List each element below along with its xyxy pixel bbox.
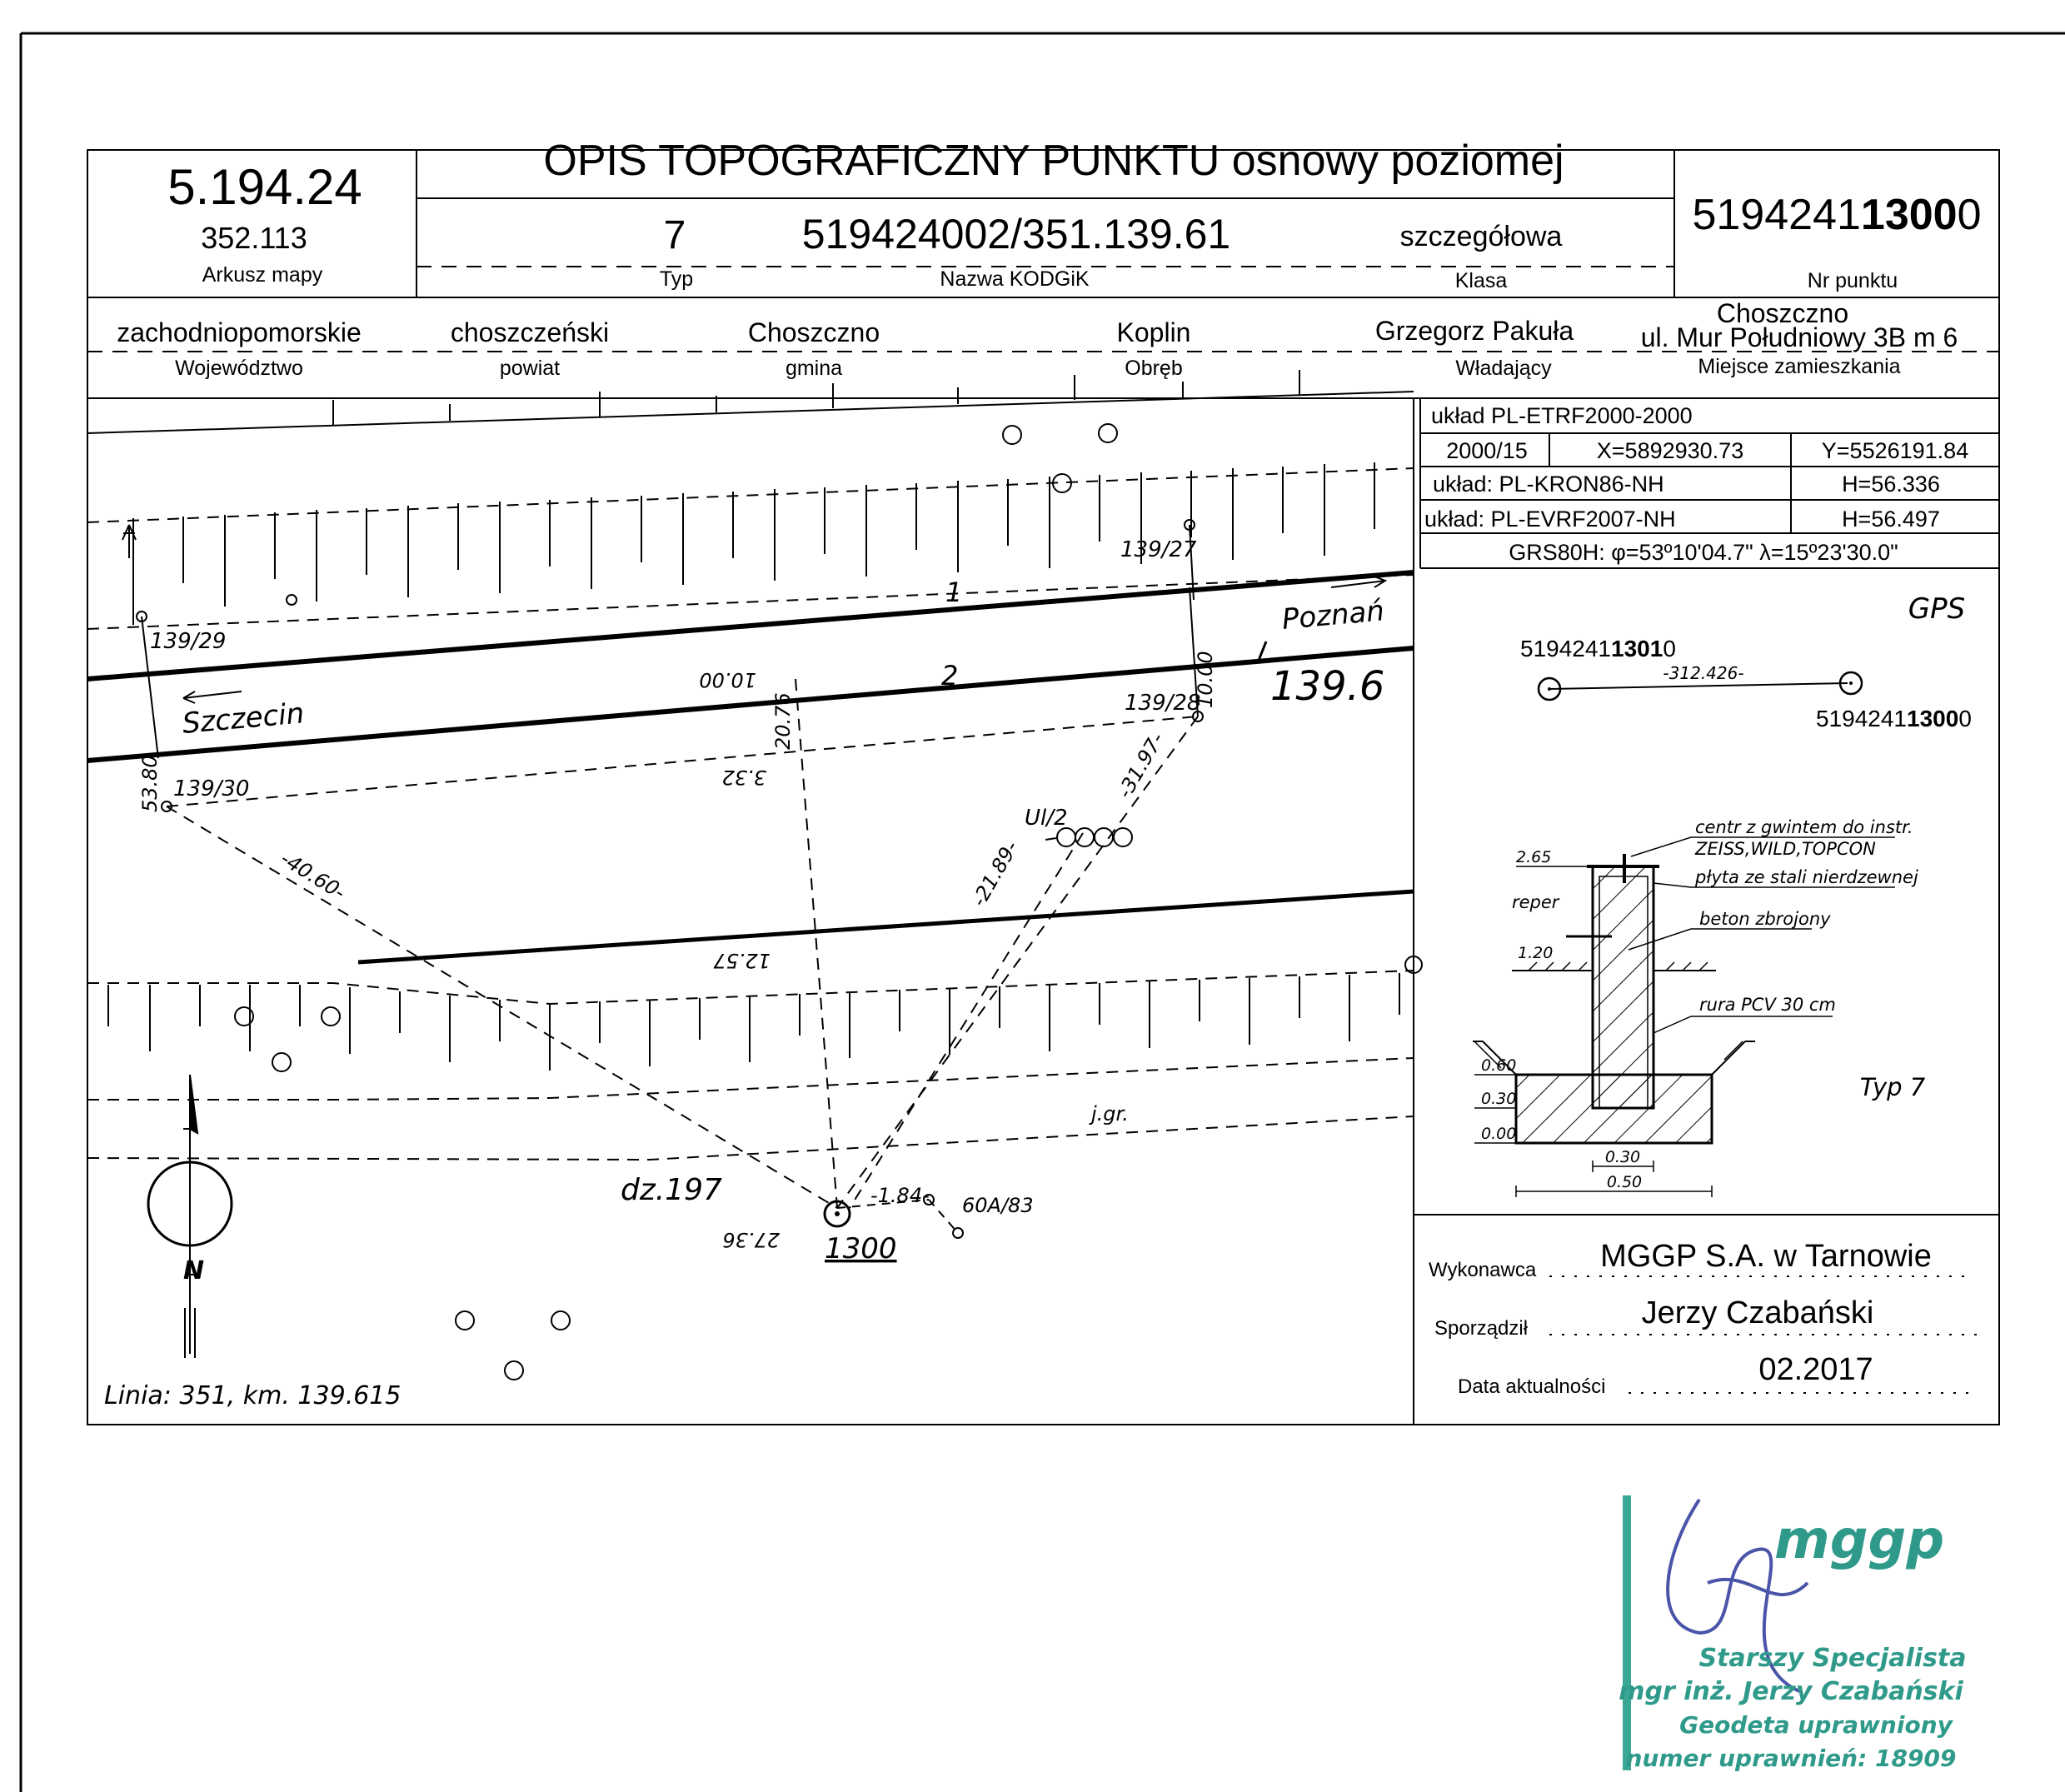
type-label: Typ	[659, 267, 694, 291]
stamp-line-4: numer uprawnień: 18909	[1625, 1745, 1957, 1772]
owner-value: Grzegorz Pakuła	[1374, 316, 1574, 346]
stamp-line-1: Starszy Specjalista	[1698, 1644, 1967, 1673]
dim-3-32: 3.32	[721, 766, 766, 789]
main-point-label: 1300	[825, 1232, 897, 1265]
label-139-27: 139/27	[1120, 537, 1197, 562]
point-number-label: Nr punktu	[1807, 269, 1898, 292]
point-number: 519424113000	[1692, 191, 1982, 239]
label-139-29: 139/29	[150, 629, 227, 654]
label-60a-83: 60A/83	[962, 1194, 1034, 1217]
dim-10-00-post: 10.00	[1194, 651, 1217, 708]
class-label: Klasa	[1454, 269, 1508, 292]
commune-value: Choszczno	[747, 317, 880, 347]
dim-31-97: -31.97-	[1112, 728, 1170, 802]
dim-20-76: 20.76	[771, 692, 795, 750]
line-km-label: Linia: 351, km. 139.615	[104, 1381, 402, 1410]
note-instruments: ZEISS,WILD,TOPCON	[1695, 839, 1876, 859]
label-ui2: Ul/2	[1025, 806, 1068, 831]
reper-label: reper	[1512, 892, 1559, 912]
gps-title: GPS	[1908, 592, 1966, 626]
owner-label: Władający	[1455, 357, 1552, 380]
voivodeship-label: Województwo	[175, 357, 303, 380]
sheet-subnumber: 352.113	[201, 221, 307, 255]
author-label: Sporządził	[1434, 1317, 1529, 1340]
residence-label: Miejsce zamieszkania	[1698, 355, 1901, 378]
residence-street: ul. Mur Południowy 3B m 6	[1640, 322, 1958, 352]
direction-poznan: Poznań	[1280, 594, 1386, 636]
level-060: 0.60	[1481, 1056, 1517, 1075]
width-050: 0.50	[1606, 1173, 1643, 1191]
dim-10-00-rail: 10.00	[699, 668, 756, 691]
class-value: szczegółowa	[1399, 221, 1563, 252]
direction-szczecin: Szczecin	[181, 696, 306, 741]
level-000: 0.00	[1481, 1125, 1517, 1143]
commune-label: gmina	[785, 357, 843, 380]
county-value: choszczeński	[450, 317, 610, 347]
author-value: Jerzy Czabański	[1641, 1295, 1874, 1330]
contractor-label: Wykonawca	[1429, 1259, 1537, 1281]
coord-x: X=5892930.73	[1596, 438, 1744, 463]
gps-distance: -312.426-	[1663, 663, 1744, 683]
county-label: powiat	[499, 357, 561, 380]
dim-12-57: 12.57	[713, 949, 771, 972]
dim-21-89: -21.89-	[966, 836, 1024, 911]
voivodeship-value: zachodniopomorskie	[117, 317, 362, 347]
dim-40-60: -40.60-	[276, 846, 350, 905]
evrf-label: układ: PL-EVRF2007-NH	[1424, 507, 1676, 532]
width-030: 0.30	[1604, 1148, 1641, 1166]
label-139-28: 139/28	[1125, 691, 1201, 716]
kron-height: H=56.336	[1842, 472, 1940, 497]
contractor-value: MGGP S.A. w Tarnowie	[1600, 1239, 1932, 1274]
dim-1-84: -1.84-	[870, 1184, 930, 1207]
date-label: Data aktualności	[1458, 1375, 1606, 1398]
track-2-label: 2	[941, 660, 959, 691]
grs-coordinates: GRS80H: φ=53º10'04.7" λ=15º23'30.0"	[1509, 540, 1898, 565]
level-120: 1.20	[1518, 944, 1554, 962]
kodgik-value: 519424002/351.139.61	[801, 211, 1231, 257]
kodgik-label: Nazwa KODGiK	[940, 267, 1090, 291]
form-title: OPIS TOPOGRAFICZNY PUNKTU osnowy poziomej	[543, 137, 1564, 185]
type-value: 7	[663, 213, 686, 257]
stamp-line-3: Geodeta uprawniony	[1679, 1711, 1953, 1739]
sheet-number: 5.194.24	[167, 159, 362, 215]
kron-label: układ: PL-KRON86-NH	[1433, 472, 1664, 497]
note-pipe: rura PCV 30 cm	[1699, 995, 1836, 1015]
coord-zone: 2000/15	[1446, 438, 1528, 463]
note-plate: płyta ze stali nierdzewnej	[1695, 867, 1918, 887]
coord-system: układ PL-ETRF2000-2000	[1431, 403, 1693, 428]
coord-y: Y=5526191.84	[1821, 438, 1969, 463]
dim-27-36: 27.36	[722, 1228, 780, 1251]
precinct-label: Obręb	[1125, 357, 1183, 380]
level-030: 0.30	[1481, 1090, 1517, 1108]
parcel-label: dz.197	[621, 1173, 722, 1207]
gps-from-number: 519424113010	[1520, 636, 1676, 661]
precinct-value: Koplin	[1116, 317, 1191, 347]
track-1-label: 1	[945, 577, 963, 608]
gps-to-number: 519424113000	[1816, 706, 1972, 731]
stamp-line-2: mgr inż. Jerzy Czabański	[1619, 1677, 1963, 1706]
note-centr: centr z gwintem do instr.	[1695, 817, 1913, 837]
unit-boundary-label: j.gr.	[1091, 1102, 1129, 1126]
label-139-30: 139/30	[173, 776, 250, 801]
section-type: Typ 7	[1859, 1073, 1926, 1101]
date-value: 02.2017	[1758, 1352, 1873, 1387]
stamp-logo: mggp	[1774, 1510, 1945, 1571]
north-label: N	[183, 1256, 205, 1285]
level-265: 2.65	[1516, 848, 1552, 866]
evrf-height: H=56.497	[1842, 507, 1940, 532]
kilometer-label: 139.6	[1270, 663, 1385, 710]
note-concrete: beton zbrojony	[1699, 909, 1831, 929]
residence-city: Choszczno	[1716, 298, 1849, 328]
sheet-label: Arkusz mapy	[202, 263, 323, 287]
dim-53-80: 53.80	[138, 755, 162, 812]
